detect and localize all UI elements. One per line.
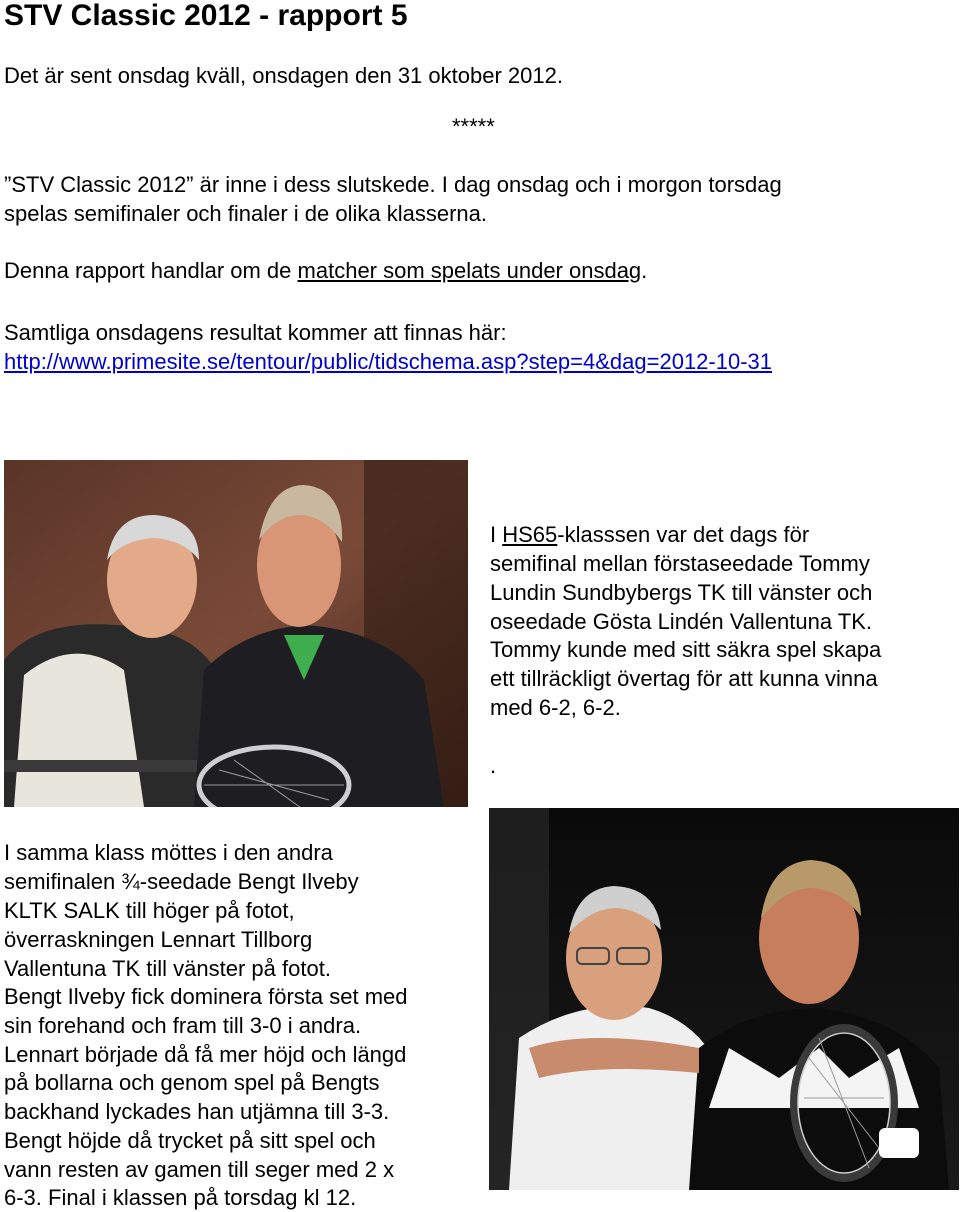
intro-text: Det är sent onsdag kväll, onsdagen den 31 oktober 2012. — [4, 63, 563, 88]
section1-line-3: Lundin Sundbybergs TK till vänster och — [490, 580, 873, 605]
section2-line-11: Bengt höjde då trycket på sitt spel och — [4, 1128, 376, 1153]
paragraph-3: Samtliga onsdagens resultat kommer att finnas här: — [4, 320, 507, 345]
section2-line-13: 6-3. Final i klassen på torsdag kl 12. — [4, 1185, 357, 1210]
section2-line-1: I samma klass möttes i den andra — [4, 840, 333, 865]
section2-line-4: överraskningen Lennart Tillborg — [4, 927, 313, 952]
paragraph-1-line-2: spelas semifinaler och finaler i de olika klasserna. — [4, 201, 488, 226]
hs65-link[interactable]: HS65 — [502, 522, 558, 547]
section1-line-7: med 6-2, 6-2. — [490, 695, 621, 720]
section1-prefix: I — [490, 522, 503, 547]
section1-line-1 — [490, 520, 809, 549]
paragraph-1-line-1: ”STV Classic 2012” är inne i dess slutskede. I dag onsdag och i morgon torsdag — [4, 172, 782, 197]
section2-line-8: Lennart började då få mer höjd och längd — [4, 1042, 407, 1067]
paragraph-2-suffix: . — [641, 258, 648, 283]
section1-line-6: ett tillräckligt övertag för att kunna vinna — [490, 666, 878, 691]
paragraph-2 — [4, 256, 647, 285]
photo-hs65-semifinal-1 — [4, 460, 468, 807]
section1-line-4: oseedade Gösta Lindén Vallentuna TK. — [490, 609, 873, 634]
page-title: STV Classic 2012 - rapport 5 — [4, 0, 408, 32]
paragraph-2-prefix: Denna rapport handlar om de — [4, 258, 298, 283]
section2-line-9: på bollarna och genom spel på Bengts — [4, 1070, 380, 1095]
section2-line-12: vann resten av gamen till seger med 2 x — [4, 1157, 395, 1182]
section2-line-2: semifinalen ¾-seedade Bengt Ilveby — [4, 869, 359, 894]
photo-hs65-semifinal-2 — [489, 808, 959, 1190]
section1-suffix: -klasssen var det dags för — [557, 522, 810, 547]
matches-link[interactable]: matcher som spelats under onsdag — [297, 258, 642, 283]
section2-line-3: KLTK SALK till höger på fotot, — [4, 898, 295, 923]
separator: ***** — [452, 114, 495, 139]
section2-line-5: Vallentuna TK till vänster på fotot. — [4, 956, 331, 981]
section2-line-10: backhand lyckades han utjämna till 3-3. — [4, 1099, 390, 1124]
section1-line-2: semifinal mellan förstaseedade Tommy — [490, 551, 870, 576]
section2-line-6: Bengt Ilveby fick dominera första set med — [4, 984, 408, 1009]
section2-line-7: sin forehand och fram till 3-0 i andra. — [4, 1013, 362, 1038]
section1-dot: . — [490, 753, 497, 778]
section1-line-5: Tommy kunde med sitt säkra spel skapa — [490, 637, 882, 662]
results-url-link[interactable]: http://www.primesite.se/tentour/public/tidschema.asp?step=4&dag=2012-10-31 — [4, 349, 773, 374]
